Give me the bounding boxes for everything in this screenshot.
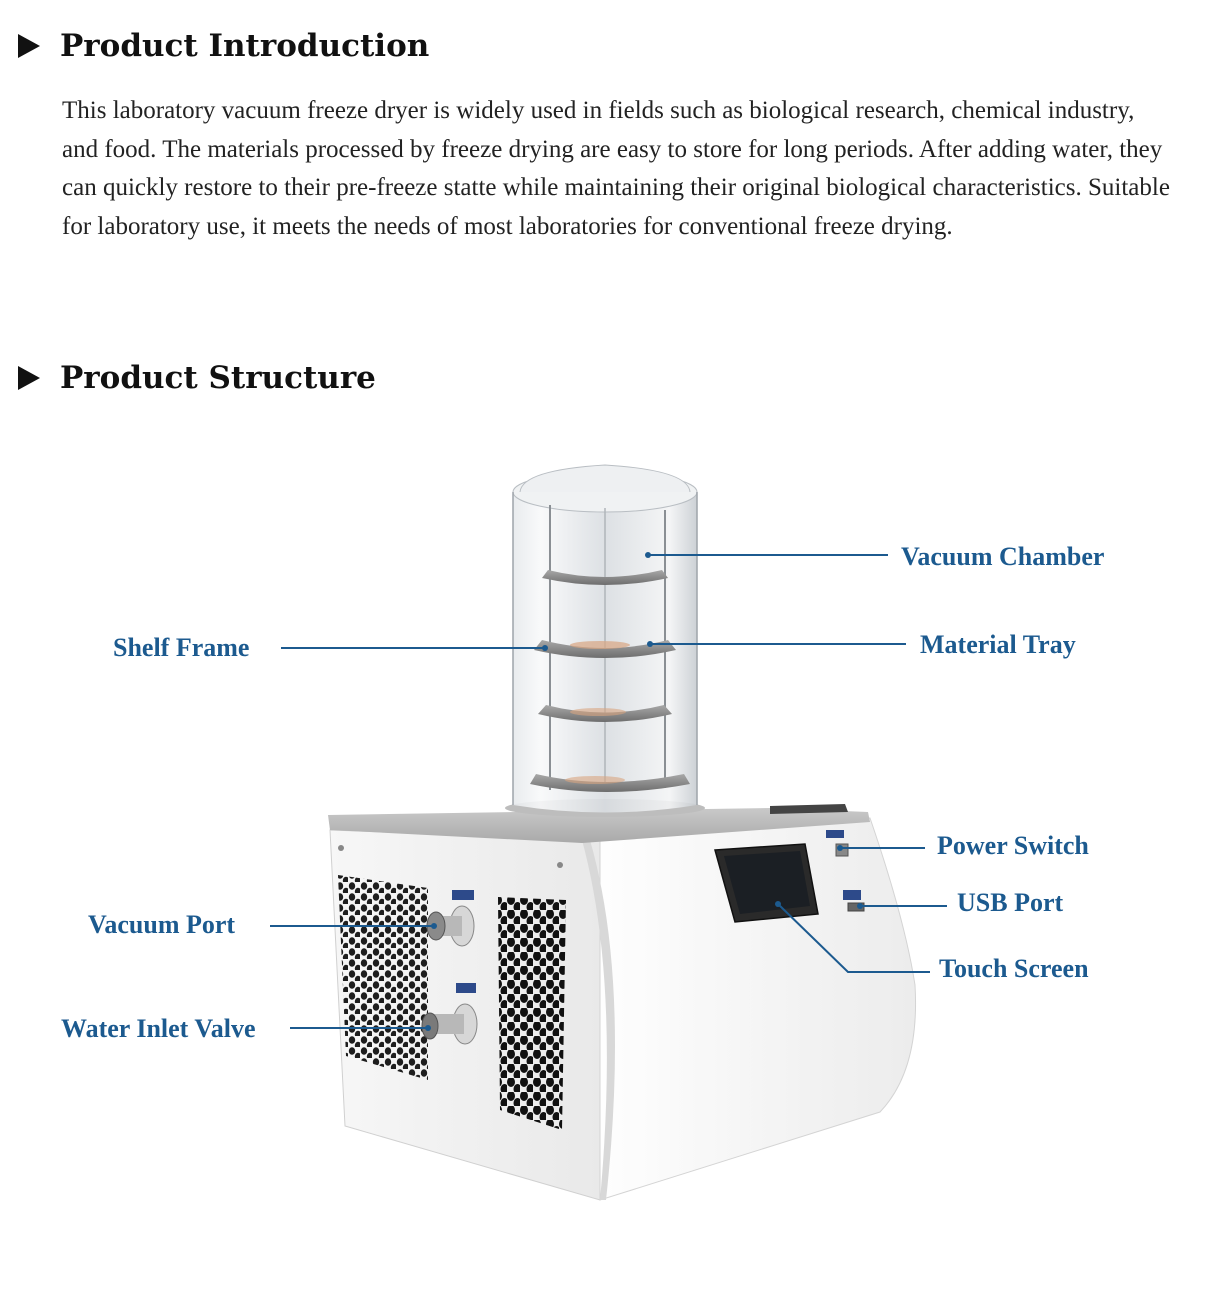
product-introduction-title: Product Introduction bbox=[60, 28, 430, 64]
triangle-bullet-icon bbox=[18, 366, 40, 390]
product-structure-heading bbox=[18, 360, 376, 396]
base-unit bbox=[328, 804, 916, 1200]
vacuum-chamber-cylinder bbox=[505, 465, 705, 817]
touch-screen-label: Touch Screen bbox=[939, 954, 1089, 983]
shelf-frame-label: Shelf Frame bbox=[113, 633, 250, 662]
product-structure-title: Product Structure bbox=[60, 360, 376, 396]
vacuum-port-label: Vacuum Port bbox=[88, 910, 236, 939]
product-introduction-paragraph: This laboratory vacuum freeze dryer is widely used in fields such as biological research, chemical industry, and food. The materials processed by freeze drying are easy to store for long periods. After adding water, they can quickly restore to their pre-freeze statte while maintaining their original biological characteristics. Suitable for laboratory use, it meets the needs of most laboratories for conventional freeze drying. bbox=[62, 97, 1170, 240]
material-tray-label: Material Tray bbox=[920, 630, 1076, 659]
usb-port-label: USB Port bbox=[957, 888, 1064, 917]
water-inlet-valve-label: Water Inlet Valve bbox=[61, 1014, 256, 1043]
power-switch-label: Power Switch bbox=[937, 831, 1089, 860]
product-introduction-heading bbox=[18, 28, 429, 64]
vacuum-chamber-label: Vacuum Chamber bbox=[901, 542, 1105, 571]
triangle-bullet-icon bbox=[18, 34, 40, 58]
product-structure-diagram bbox=[0, 420, 1219, 1280]
